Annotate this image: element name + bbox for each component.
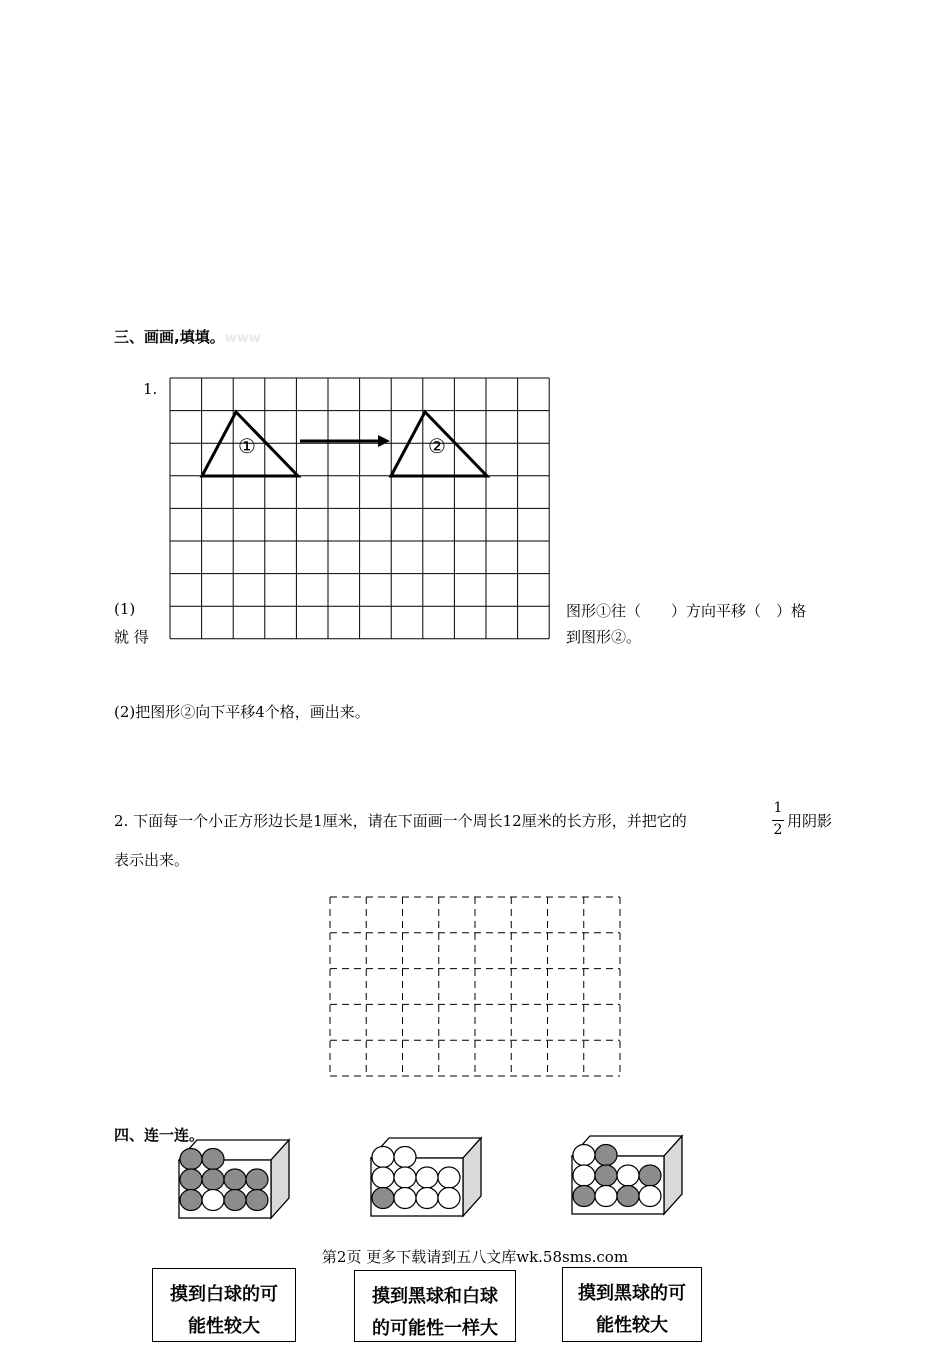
question-1-number: 1.	[143, 380, 158, 398]
white-ball	[202, 1190, 224, 1211]
black-ball	[180, 1190, 202, 1211]
page-footer: 第2页 更多下载请到五八文库wk.58sms.com	[321, 1248, 629, 1266]
answer-line-1: 摸到黑球的可	[578, 1283, 686, 1304]
white-ball	[438, 1167, 460, 1188]
white-ball	[573, 1165, 595, 1186]
part-1-text-b: 到图形②。	[566, 628, 642, 646]
white-ball	[595, 1186, 617, 1207]
black-ball	[595, 1165, 617, 1186]
ball-box	[572, 1136, 682, 1214]
white-ball	[617, 1165, 639, 1186]
black-ball	[180, 1149, 202, 1170]
black-ball	[224, 1190, 246, 1211]
answer-line-1: 摸到白球的可	[170, 1284, 278, 1305]
white-ball	[416, 1167, 438, 1188]
shape-2-label: ②	[428, 434, 446, 458]
part-2-text: (2)把图形②向下平移4个格，画出来。	[114, 703, 370, 721]
black-ball	[573, 1186, 595, 1207]
black-ball	[202, 1149, 224, 1170]
ball-box	[371, 1138, 481, 1216]
black-ball	[224, 1169, 246, 1190]
answer-box-white-likely[interactable]	[152, 1268, 296, 1342]
answer-line-2: 能性较大	[188, 1316, 260, 1337]
question-2-line-2: 表示出来。	[114, 851, 190, 869]
black-ball	[246, 1190, 268, 1211]
black-ball	[246, 1169, 268, 1190]
white-ball	[372, 1167, 394, 1188]
white-ball	[394, 1167, 416, 1188]
answer-line-2: 能性较大	[596, 1315, 668, 1336]
white-ball	[394, 1188, 416, 1209]
white-ball	[573, 1145, 595, 1166]
answer-box-equal-likely[interactable]	[354, 1270, 516, 1342]
question-2-text-end: 用阴影	[787, 812, 833, 830]
shape-1-label: ①	[238, 434, 256, 458]
fraction-denominator: 2	[773, 822, 783, 838]
watermark-text: www	[224, 331, 261, 346]
black-ball	[617, 1186, 639, 1207]
black-ball	[595, 1145, 617, 1166]
section-3-heading: 三、画画,填填。www	[114, 328, 261, 346]
part-1-prefix-a: (1)	[114, 600, 136, 618]
white-ball	[438, 1188, 460, 1209]
white-ball	[639, 1186, 661, 1207]
black-ball	[372, 1188, 394, 1209]
white-ball	[372, 1147, 394, 1168]
part-1-text-a: 图形①往（ ）方向平移（ ）格	[566, 602, 807, 620]
answer-line-2: 的可能性一样大	[372, 1318, 498, 1339]
black-ball	[639, 1165, 661, 1186]
fraction-numerator: 1	[773, 800, 783, 816]
black-ball	[202, 1169, 224, 1190]
white-ball	[416, 1188, 438, 1209]
black-ball	[180, 1169, 202, 1190]
white-ball	[394, 1147, 416, 1168]
answer-line-1: 摸到黑球和白球	[372, 1286, 498, 1307]
answer-box-black-likely[interactable]	[562, 1267, 702, 1342]
ball-box	[179, 1140, 289, 1218]
part-1-prefix-b: 就 得	[114, 628, 149, 646]
section-4-heading: 四、连一连。	[114, 1126, 205, 1144]
question-2-text: 2. 下面每一个小正方形边长是1厘米，请在下面画一个周长12厘米的长方形，并把它的	[114, 812, 687, 830]
